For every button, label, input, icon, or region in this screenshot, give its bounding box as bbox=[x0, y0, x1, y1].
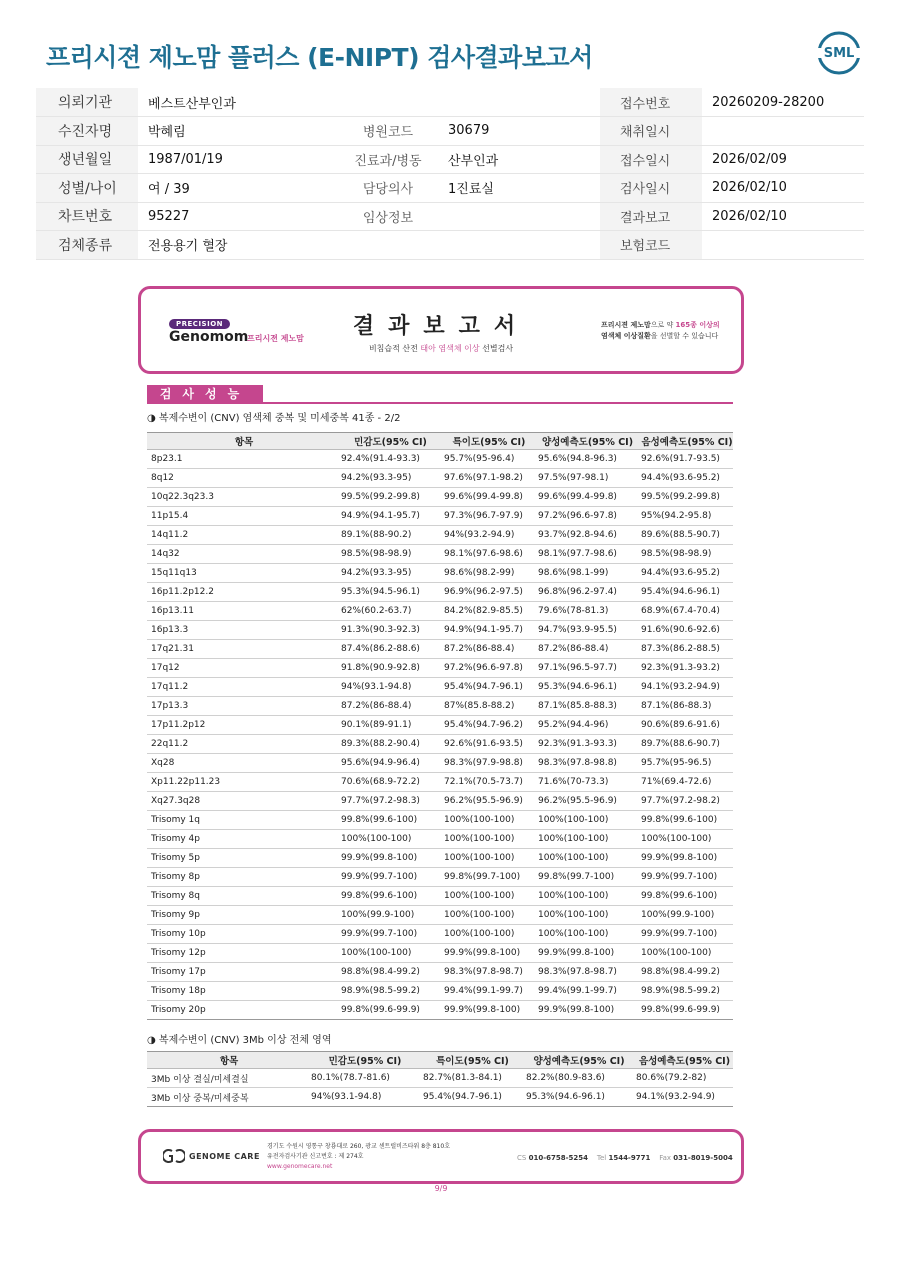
value-cell: 98.3%(97.8-98.7) bbox=[440, 963, 534, 982]
value-cell: 100%(100-100) bbox=[440, 830, 534, 849]
value-cell: 87.4%(86.2-88.6) bbox=[337, 640, 440, 659]
table-row bbox=[147, 640, 733, 659]
value-cell: 87.1%(86-88.3) bbox=[637, 697, 733, 716]
item-cell: 16p13.11 bbox=[147, 602, 337, 621]
info-label: 생년월일 bbox=[36, 145, 138, 174]
info-value: 95227 bbox=[138, 202, 338, 231]
item-cell: Trisomy 8p bbox=[147, 868, 337, 887]
value-cell: 99.9%(99.7-100) bbox=[337, 868, 440, 887]
value-cell: 94%(93.2-94.9) bbox=[440, 526, 534, 545]
value-cell: 94.7%(93.9-95.5) bbox=[534, 621, 637, 640]
value-cell: 98.9%(98.5-99.2) bbox=[637, 982, 733, 1001]
value-cell: 90.1%(89-91.1) bbox=[337, 716, 440, 735]
value-cell: 97.1%(96.5-97.7) bbox=[534, 659, 637, 678]
info-label: 검체종류 bbox=[36, 231, 138, 260]
value-cell: 99.8%(99.7-100) bbox=[440, 868, 534, 887]
info-label: 성별/나이 bbox=[36, 174, 138, 203]
precision-badge: PRECISION bbox=[169, 319, 230, 329]
table-row bbox=[147, 678, 733, 697]
value-cell: 62%(60.2-63.7) bbox=[337, 602, 440, 621]
table-row bbox=[147, 982, 733, 1001]
info-value: 전용용기 혈장 bbox=[138, 231, 338, 260]
item-cell: 17p13.3 bbox=[147, 697, 337, 716]
value-cell: 100%(100-100) bbox=[534, 925, 637, 944]
value-cell: 95.4%(94.6-96.1) bbox=[637, 583, 733, 602]
value-cell: 98.3%(97.8-98.7) bbox=[534, 963, 637, 982]
value-cell: 95.3%(94.6-96.1) bbox=[534, 678, 637, 697]
table-row bbox=[147, 811, 733, 830]
value-cell: 91.3%(90.3-92.3) bbox=[337, 621, 440, 640]
value-cell: 97.2%(96.6-97.8) bbox=[534, 507, 637, 526]
value-cell: 82.2%(80.9-83.6) bbox=[522, 1069, 632, 1088]
value-cell: 100%(100-100) bbox=[337, 944, 440, 963]
table-row bbox=[147, 1069, 733, 1088]
info-label: 검사일시 bbox=[600, 174, 702, 203]
value-cell: 94.4%(93.6-95.2) bbox=[637, 469, 733, 488]
table-row bbox=[147, 773, 733, 792]
info-value bbox=[438, 88, 600, 117]
column-header: 특이도(95% CI) bbox=[440, 433, 534, 450]
value-cell: 94%(93.1-94.8) bbox=[337, 678, 440, 697]
info-label: 결과보고 bbox=[600, 202, 702, 231]
value-cell: 100%(100-100) bbox=[440, 887, 534, 906]
item-cell: Trisomy 8q bbox=[147, 887, 337, 906]
value-cell: 79.6%(78-81.3) bbox=[534, 602, 637, 621]
value-cell: 98.8%(98.4-99.2) bbox=[337, 963, 440, 982]
value-cell: 95.7%(95-96.4) bbox=[440, 450, 534, 469]
value-cell: 98.1%(97.6-98.6) bbox=[440, 545, 534, 564]
item-cell: Trisomy 4p bbox=[147, 830, 337, 849]
value-cell: 98.6%(98.1-99) bbox=[534, 564, 637, 583]
value-cell: 100%(100-100) bbox=[637, 830, 733, 849]
performance-tab: 검사성능 bbox=[147, 385, 263, 403]
cnv-41-table bbox=[147, 432, 733, 1020]
value-cell: 98.6%(98.2-99) bbox=[440, 564, 534, 583]
item-cell: 10q22.3q23.3 bbox=[147, 488, 337, 507]
item-cell: 14q11.2 bbox=[147, 526, 337, 545]
value-cell: 96.2%(95.5-96.9) bbox=[440, 792, 534, 811]
logo-text: SML bbox=[823, 46, 855, 61]
value-cell: 93.7%(92.8-94.6) bbox=[534, 526, 637, 545]
info-value: 1진료실 bbox=[438, 174, 600, 203]
value-cell: 95.6%(94.8-96.3) bbox=[534, 450, 637, 469]
info-value: 2026/02/10 bbox=[702, 174, 864, 203]
value-cell: 100%(99.9-100) bbox=[337, 906, 440, 925]
table-row bbox=[147, 488, 733, 507]
column-header: 특이도(95% CI) bbox=[419, 1052, 522, 1069]
value-cell: 98.1%(97.7-98.6) bbox=[534, 545, 637, 564]
table-row bbox=[147, 887, 733, 906]
value-cell: 100%(100-100) bbox=[440, 849, 534, 868]
value-cell: 100%(100-100) bbox=[637, 944, 733, 963]
item-cell: Trisomy 17p bbox=[147, 963, 337, 982]
value-cell: 97.3%(96.7-97.9) bbox=[440, 507, 534, 526]
table-row bbox=[147, 830, 733, 849]
table-row bbox=[147, 716, 733, 735]
info-label: 병원코드 bbox=[338, 117, 438, 146]
page-number: 9/9 bbox=[434, 1184, 448, 1193]
item-cell: Xq27.3q28 bbox=[147, 792, 337, 811]
column-header: 양성예측도(95% CI) bbox=[522, 1052, 632, 1069]
value-cell: 100%(100-100) bbox=[534, 906, 637, 925]
table-row bbox=[147, 1088, 733, 1107]
value-cell: 87.2%(86-88.4) bbox=[440, 640, 534, 659]
report-footer bbox=[138, 1129, 744, 1184]
value-cell: 100%(100-100) bbox=[337, 830, 440, 849]
info-label: 접수번호 bbox=[600, 88, 702, 117]
value-cell: 99.8%(99.6-100) bbox=[337, 811, 440, 830]
table-row bbox=[147, 583, 733, 602]
table-row bbox=[147, 925, 733, 944]
value-cell: 99.9%(99.7-100) bbox=[637, 925, 733, 944]
table-row bbox=[147, 944, 733, 963]
item-cell: 8p23.1 bbox=[147, 450, 337, 469]
item-cell: 3Mb 이상 결실/미세결실 bbox=[147, 1069, 307, 1088]
value-cell: 89.3%(88.2-90.4) bbox=[337, 735, 440, 754]
patient-info-table bbox=[36, 88, 864, 260]
value-cell: 71.6%(70-73.3) bbox=[534, 773, 637, 792]
table-row bbox=[147, 526, 733, 545]
value-cell: 98.8%(98.4-99.2) bbox=[637, 963, 733, 982]
value-cell: 95.3%(94.5-96.1) bbox=[337, 583, 440, 602]
info-label: 채취일시 bbox=[600, 117, 702, 146]
item-cell: Trisomy 20p bbox=[147, 1001, 337, 1020]
table-row bbox=[147, 1001, 733, 1020]
column-header: 양성예측도(95% CI) bbox=[534, 433, 637, 450]
info-value bbox=[438, 202, 600, 231]
info-label: 차트번호 bbox=[36, 202, 138, 231]
value-cell: 100%(100-100) bbox=[534, 811, 637, 830]
value-cell: 99.8%(99.7-100) bbox=[534, 868, 637, 887]
value-cell: 99.6%(99.4-99.8) bbox=[534, 488, 637, 507]
column-header: 민감도(95% CI) bbox=[307, 1052, 419, 1069]
info-value: 산부인과 bbox=[438, 145, 600, 174]
info-value bbox=[702, 231, 864, 260]
cnv-3mb-table bbox=[147, 1051, 733, 1107]
table-row bbox=[147, 868, 733, 887]
column-header: 항목 bbox=[147, 1052, 307, 1069]
table-row bbox=[147, 849, 733, 868]
table-row bbox=[147, 754, 733, 773]
table-row bbox=[147, 963, 733, 982]
value-cell: 99.4%(99.1-99.7) bbox=[534, 982, 637, 1001]
value-cell: 80.6%(79.2-82) bbox=[632, 1069, 733, 1088]
value-cell: 99.8%(99.6-100) bbox=[337, 887, 440, 906]
value-cell: 95%(94.2-95.8) bbox=[637, 507, 733, 526]
footer-url[interactable]: www.genomecare.net bbox=[267, 1163, 333, 1170]
item-cell: 15q11q13 bbox=[147, 564, 337, 583]
value-cell: 94.9%(94.1-95.7) bbox=[440, 621, 534, 640]
value-cell: 99.8%(99.6-100) bbox=[637, 887, 733, 906]
value-cell: 100%(100-100) bbox=[440, 925, 534, 944]
item-cell: Trisomy 10p bbox=[147, 925, 337, 944]
value-cell: 99.4%(99.1-99.7) bbox=[440, 982, 534, 1001]
value-cell: 98.3%(97.9-98.8) bbox=[440, 754, 534, 773]
value-cell: 99.9%(99.7-100) bbox=[337, 925, 440, 944]
item-cell: 17q11.2 bbox=[147, 678, 337, 697]
item-cell: 11p15.4 bbox=[147, 507, 337, 526]
info-value: 2026/02/10 bbox=[702, 202, 864, 231]
info-value: 30679 bbox=[438, 117, 600, 146]
item-cell: Xp11.22p11.23 bbox=[147, 773, 337, 792]
item-cell: Trisomy 1q bbox=[147, 811, 337, 830]
value-cell: 87.2%(86-88.4) bbox=[534, 640, 637, 659]
value-cell: 94.1%(93.2-94.9) bbox=[637, 678, 733, 697]
report-title: 결과보고서 bbox=[352, 314, 530, 339]
column-header: 항목 bbox=[147, 433, 337, 450]
value-cell: 99.8%(99.6-99.9) bbox=[337, 1001, 440, 1020]
value-cell: 68.9%(67.4-70.4) bbox=[637, 602, 733, 621]
info-row bbox=[36, 88, 864, 117]
value-cell: 100%(100-100) bbox=[534, 830, 637, 849]
info-value: 여 / 39 bbox=[138, 174, 338, 203]
info-value bbox=[702, 117, 864, 146]
value-cell: 80.1%(78.7-81.6) bbox=[307, 1069, 419, 1088]
table-row bbox=[147, 469, 733, 488]
item-cell: Xq28 bbox=[147, 754, 337, 773]
value-cell: 99.5%(99.2-99.8) bbox=[337, 488, 440, 507]
info-label bbox=[338, 231, 438, 260]
value-cell: 95.7%(95-96.5) bbox=[637, 754, 733, 773]
value-cell: 82.7%(81.3-84.1) bbox=[419, 1069, 522, 1088]
value-cell: 91.6%(90.6-92.6) bbox=[637, 621, 733, 640]
info-label: 수진자명 bbox=[36, 117, 138, 146]
table-row bbox=[147, 906, 733, 925]
value-cell: 72.1%(70.5-73.7) bbox=[440, 773, 534, 792]
value-cell: 98.5%(98-98.9) bbox=[337, 545, 440, 564]
item-cell: 3Mb 이상 중복/미세중복 bbox=[147, 1088, 307, 1107]
sml-logo-icon bbox=[816, 30, 862, 76]
info-value bbox=[438, 231, 600, 260]
value-cell: 94.1%(93.2-94.9) bbox=[632, 1088, 733, 1107]
value-cell: 94.2%(93.3-95) bbox=[337, 469, 440, 488]
report-page bbox=[138, 286, 744, 1192]
info-label: 진료과/병동 bbox=[338, 145, 438, 174]
footer-address: 경기도 수원시 영통구 창룡대로 260, 광교 센트럴비즈타워 8층 810호 유전자검사기관 신고번호 : 제 274호 www.genomecare.net bbox=[267, 1143, 450, 1170]
value-cell: 99.9%(99.7-100) bbox=[637, 868, 733, 887]
value-cell: 89.7%(88.6-90.7) bbox=[637, 735, 733, 754]
table-row bbox=[147, 545, 733, 564]
value-cell: 95.4%(94.7-96.1) bbox=[440, 678, 534, 697]
item-cell: 17q12 bbox=[147, 659, 337, 678]
value-cell: 95.3%(94.6-96.1) bbox=[522, 1088, 632, 1107]
value-cell: 97.2%(96.6-97.8) bbox=[440, 659, 534, 678]
info-value: 박혜림 bbox=[138, 117, 338, 146]
value-cell: 87.3%(86.2-88.5) bbox=[637, 640, 733, 659]
info-row bbox=[36, 231, 864, 260]
performance-divider bbox=[147, 402, 733, 404]
value-cell: 99.8%(99.6-100) bbox=[637, 811, 733, 830]
info-value: 2026/02/09 bbox=[702, 145, 864, 174]
table-row bbox=[147, 564, 733, 583]
table-row bbox=[147, 621, 733, 640]
info-value: 20260209-28200 bbox=[702, 88, 864, 117]
item-cell: 22q11.2 bbox=[147, 735, 337, 754]
value-cell: 70.6%(68.9-72.2) bbox=[337, 773, 440, 792]
table-row bbox=[147, 659, 733, 678]
value-cell: 89.1%(88-90.2) bbox=[337, 526, 440, 545]
genomom-sub: 프리시젼 제노맘 bbox=[247, 334, 304, 343]
info-value: 베스트산부인과 bbox=[138, 88, 338, 117]
column-header: 민감도(95% CI) bbox=[337, 433, 440, 450]
item-cell: Trisomy 12p bbox=[147, 944, 337, 963]
value-cell: 98.5%(98-98.9) bbox=[637, 545, 733, 564]
value-cell: 95.4%(94.7-96.2) bbox=[440, 716, 534, 735]
value-cell: 97.7%(97.2-98.3) bbox=[337, 792, 440, 811]
info-label: 접수일시 bbox=[600, 145, 702, 174]
column-header: 음성예측도(95% CI) bbox=[632, 1052, 733, 1069]
info-label: 임상정보 bbox=[338, 202, 438, 231]
value-cell: 92.6%(91.6-93.5) bbox=[440, 735, 534, 754]
item-cell: Trisomy 18p bbox=[147, 982, 337, 1001]
value-cell: 95.4%(94.7-96.1) bbox=[419, 1088, 522, 1107]
value-cell: 97.5%(97-98.1) bbox=[534, 469, 637, 488]
value-cell: 97.6%(97.1-98.2) bbox=[440, 469, 534, 488]
genome-care-logo-icon bbox=[163, 1148, 185, 1164]
report-banner bbox=[138, 286, 744, 374]
item-cell: 8q12 bbox=[147, 469, 337, 488]
value-cell: 87.1%(85.8-88.3) bbox=[534, 697, 637, 716]
value-cell: 92.4%(91.4-93.3) bbox=[337, 450, 440, 469]
info-row bbox=[36, 202, 864, 231]
item-cell: 17p11.2p12 bbox=[147, 716, 337, 735]
item-cell: 16p13.3 bbox=[147, 621, 337, 640]
value-cell: 97.7%(97.2-98.2) bbox=[637, 792, 733, 811]
value-cell: 94.9%(94.1-95.7) bbox=[337, 507, 440, 526]
value-cell: 84.2%(82.9-85.5) bbox=[440, 602, 534, 621]
section-cnv-41: ◑ 복제수변이 (CNV) 염색체 중복 및 미세중복 41종 - 2/2 bbox=[147, 413, 401, 424]
table-row bbox=[147, 735, 733, 754]
table-row bbox=[147, 507, 733, 526]
value-cell: 96.9%(96.2-97.5) bbox=[440, 583, 534, 602]
value-cell: 99.9%(99.8-100) bbox=[440, 944, 534, 963]
page-title: 프리시젼 제노맘 플러스 (E-NIPT) 검사결과보고서 bbox=[46, 43, 593, 72]
item-cell: 17q21.31 bbox=[147, 640, 337, 659]
value-cell: 91.8%(90.9-92.8) bbox=[337, 659, 440, 678]
value-cell: 99.9%(99.8-100) bbox=[534, 1001, 637, 1020]
value-cell: 94.2%(93.3-95) bbox=[337, 564, 440, 583]
value-cell: 94.4%(93.6-95.2) bbox=[637, 564, 733, 583]
table-row bbox=[147, 792, 733, 811]
value-cell: 71%(69.4-72.6) bbox=[637, 773, 733, 792]
value-cell: 100%(100-100) bbox=[440, 906, 534, 925]
value-cell: 99.6%(99.4-99.8) bbox=[440, 488, 534, 507]
value-cell: 90.6%(89.6-91.6) bbox=[637, 716, 733, 735]
value-cell: 98.3%(97.8-98.8) bbox=[534, 754, 637, 773]
value-cell: 95.6%(94.9-96.4) bbox=[337, 754, 440, 773]
section-cnv-3mb: ◑ 복제수변이 (CNV) 3Mb 이상 전체 영역 bbox=[147, 1035, 332, 1046]
info-label: 의뢰기관 bbox=[36, 88, 138, 117]
value-cell: 100%(100-100) bbox=[440, 811, 534, 830]
value-cell: 99.5%(99.2-99.8) bbox=[637, 488, 733, 507]
value-cell: 100%(100-100) bbox=[534, 887, 637, 906]
value-cell: 96.2%(95.5-96.9) bbox=[534, 792, 637, 811]
column-header: 음성예측도(95% CI) bbox=[637, 433, 733, 450]
info-value: 1987/01/19 bbox=[138, 145, 338, 174]
info-row bbox=[36, 117, 864, 146]
info-row bbox=[36, 174, 864, 203]
item-cell: Trisomy 9p bbox=[147, 906, 337, 925]
value-cell: 98.9%(98.5-99.2) bbox=[337, 982, 440, 1001]
banner-description: 프리시젼 제노맘으로 약 165종 이상의 염색체 이상질환을 선별할 수 있습니다 bbox=[601, 321, 720, 340]
value-cell: 87%(85.8-88.2) bbox=[440, 697, 534, 716]
value-cell: 100%(100-100) bbox=[534, 849, 637, 868]
table-row bbox=[147, 602, 733, 621]
value-cell: 99.9%(99.8-100) bbox=[337, 849, 440, 868]
info-label: 보험코드 bbox=[600, 231, 702, 260]
item-cell: Trisomy 5p bbox=[147, 849, 337, 868]
value-cell: 92.3%(91.3-93.3) bbox=[534, 735, 637, 754]
table-row bbox=[147, 697, 733, 716]
value-cell: 99.9%(99.8-100) bbox=[534, 944, 637, 963]
footer-contacts: CS 010-6758-5254 Tel 1544-9771 Fax 031-8019-5004 bbox=[517, 1154, 733, 1162]
value-cell: 94%(93.1-94.8) bbox=[307, 1088, 419, 1107]
value-cell: 100%(99.9-100) bbox=[637, 906, 733, 925]
table-row bbox=[147, 450, 733, 469]
genomom-logo: Genomom bbox=[169, 329, 249, 345]
info-label: 담당의사 bbox=[338, 174, 438, 203]
report-subtitle: 비침습적 산전 태아 염색체 이상 선별검사 bbox=[368, 344, 514, 353]
value-cell: 96.8%(96.2-97.4) bbox=[534, 583, 637, 602]
info-row bbox=[36, 145, 864, 174]
item-cell: 14q32 bbox=[147, 545, 337, 564]
value-cell: 95.2%(94.4-96) bbox=[534, 716, 637, 735]
value-cell: 99.9%(99.8-100) bbox=[637, 849, 733, 868]
value-cell: 92.6%(91.7-93.5) bbox=[637, 450, 733, 469]
value-cell: 99.8%(99.6-99.9) bbox=[637, 1001, 733, 1020]
value-cell: 89.6%(88.5-90.7) bbox=[637, 526, 733, 545]
value-cell: 92.3%(91.3-93.2) bbox=[637, 659, 733, 678]
value-cell: 99.9%(99.8-100) bbox=[440, 1001, 534, 1020]
info-label bbox=[338, 88, 438, 117]
item-cell: 16p11.2p12.2 bbox=[147, 583, 337, 602]
value-cell: 87.2%(86-88.4) bbox=[337, 697, 440, 716]
company-name: GENOME CARE bbox=[189, 1152, 260, 1161]
